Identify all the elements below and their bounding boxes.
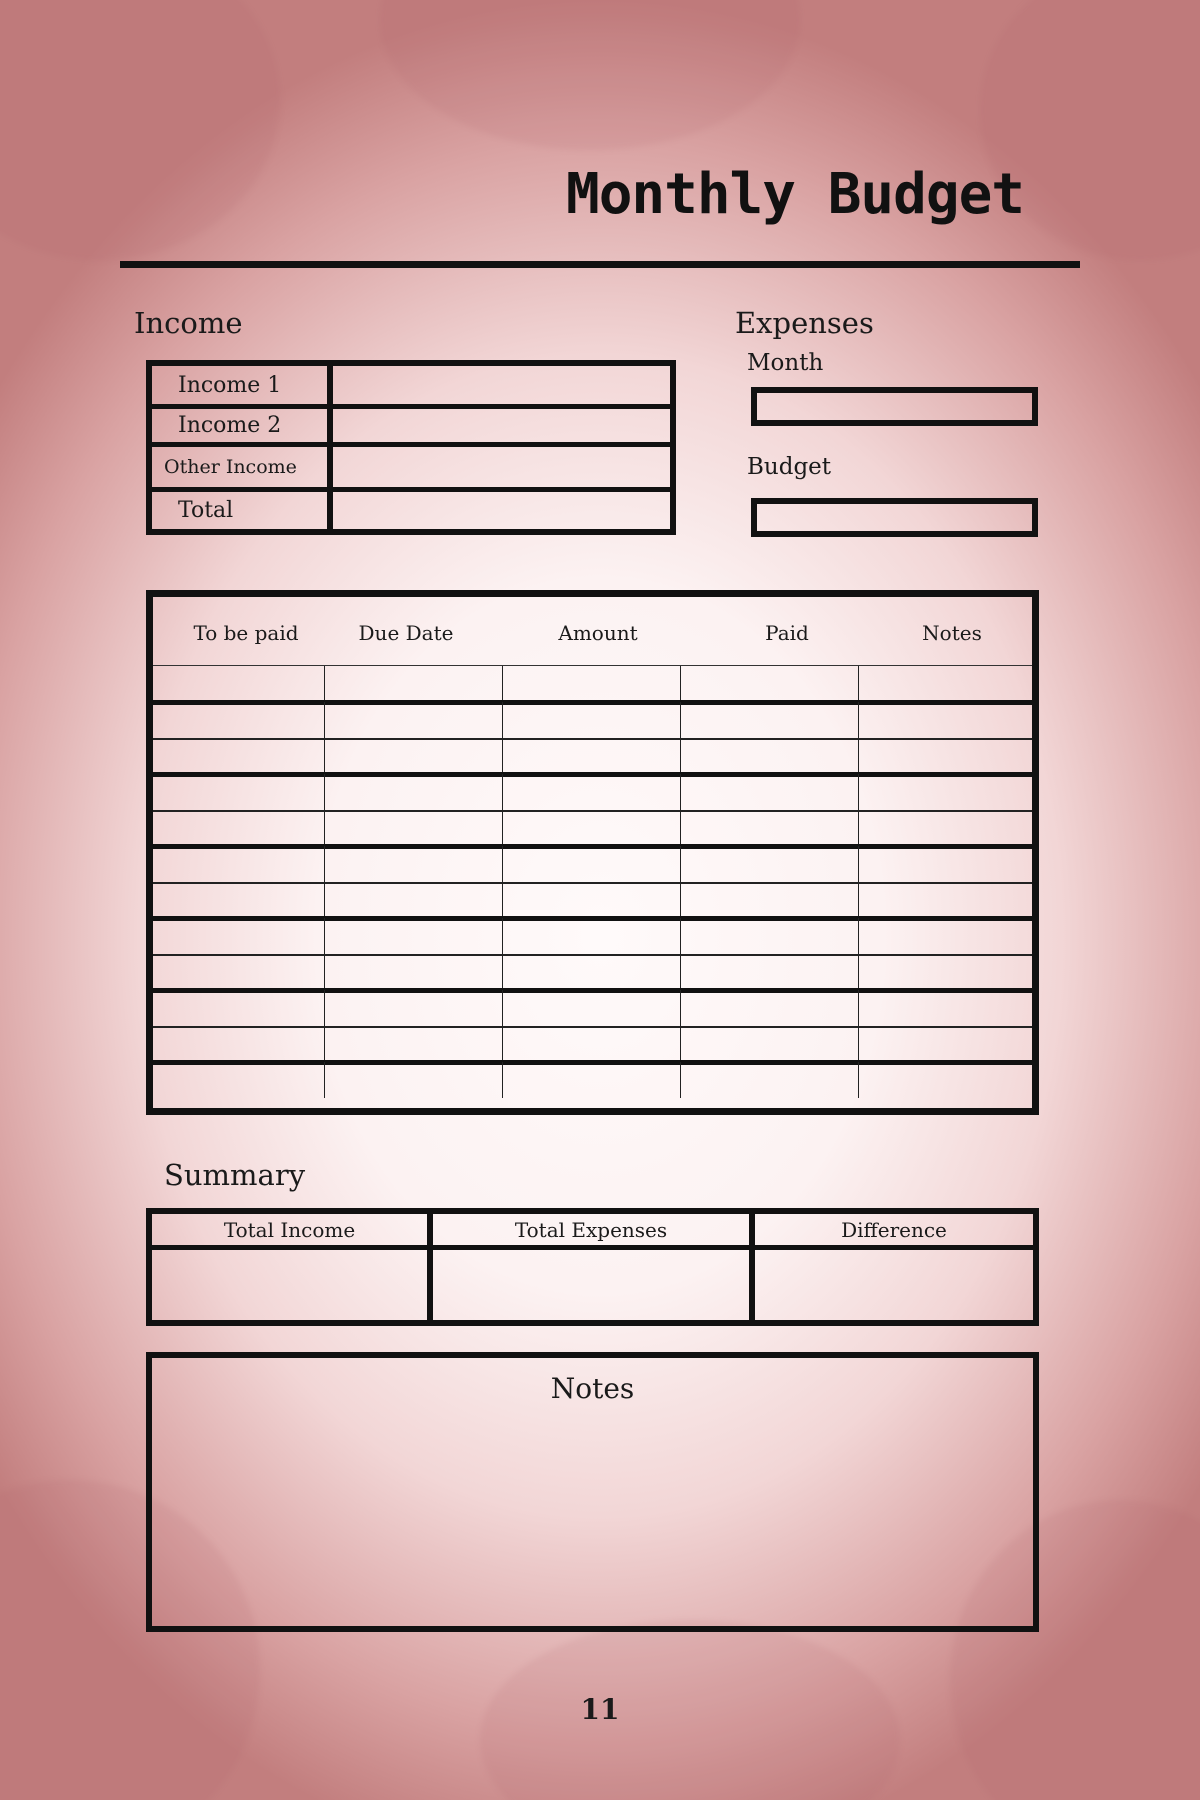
table-cell[interactable] <box>681 1062 859 1098</box>
table-cell[interactable] <box>153 882 325 918</box>
table-cell[interactable] <box>503 990 681 1026</box>
table-cell[interactable] <box>325 738 503 774</box>
table-cell[interactable] <box>503 774 681 810</box>
income-table <box>146 360 676 535</box>
month-label: Month <box>747 350 824 376</box>
table-cell[interactable] <box>153 1062 325 1098</box>
income-2-value-field[interactable] <box>333 409 670 442</box>
table-cell[interactable] <box>681 882 859 918</box>
budget-field[interactable] <box>751 498 1038 537</box>
table-cell[interactable] <box>153 990 325 1026</box>
table-cell[interactable] <box>681 1026 859 1062</box>
income-row-label: Income 1 <box>152 366 333 404</box>
summary-header: Total Expenses <box>433 1214 749 1250</box>
table-cell[interactable] <box>859 810 1032 846</box>
table-cell[interactable] <box>153 1026 325 1062</box>
table-row <box>153 918 1032 954</box>
table-cell[interactable] <box>859 990 1032 1026</box>
background-blob <box>0 0 280 260</box>
table-cell[interactable] <box>681 954 859 990</box>
summary-header: Difference <box>755 1214 1033 1250</box>
column-header-amount: Amount <box>558 621 638 645</box>
difference-field[interactable] <box>755 1250 1033 1320</box>
table-cell[interactable] <box>859 882 1032 918</box>
expenses-table-header <box>153 597 1032 666</box>
table-cell[interactable] <box>153 810 325 846</box>
table-cell[interactable] <box>859 918 1032 954</box>
table-row <box>153 810 1032 846</box>
table-cell[interactable] <box>681 666 859 702</box>
table-cell[interactable] <box>503 810 681 846</box>
table-cell[interactable] <box>503 1062 681 1098</box>
income-row-1 <box>152 366 670 404</box>
table-cell[interactable] <box>859 738 1032 774</box>
summary-column-total-income <box>152 1214 427 1320</box>
table-cell[interactable] <box>153 666 325 702</box>
table-cell[interactable] <box>325 954 503 990</box>
table-cell[interactable] <box>325 918 503 954</box>
table-cell[interactable] <box>859 846 1032 882</box>
table-cell[interactable] <box>325 702 503 738</box>
table-cell[interactable] <box>503 954 681 990</box>
income-1-value-field[interactable] <box>333 366 670 404</box>
table-cell[interactable] <box>153 702 325 738</box>
summary-header: Total Income <box>152 1214 427 1250</box>
table-row <box>153 666 1032 702</box>
table-cell[interactable] <box>681 810 859 846</box>
table-cell[interactable] <box>153 774 325 810</box>
table-cell[interactable] <box>503 918 681 954</box>
notes-box <box>146 1352 1039 1632</box>
table-cell[interactable] <box>681 702 859 738</box>
table-row <box>153 1026 1032 1062</box>
budget-label: Budget <box>747 454 832 480</box>
table-cell[interactable] <box>325 990 503 1026</box>
column-header-to-be-paid: To be paid <box>193 621 299 645</box>
table-cell[interactable] <box>859 1026 1032 1062</box>
income-row-label: Other Income <box>152 447 333 487</box>
income-heading: Income <box>134 306 243 340</box>
income-row-total <box>152 492 670 529</box>
table-row <box>153 846 1032 882</box>
table-row <box>153 954 1032 990</box>
table-cell[interactable] <box>859 666 1032 702</box>
table-cell[interactable] <box>153 954 325 990</box>
summary-column-total-expenses <box>433 1214 749 1320</box>
column-header-paid: Paid <box>765 621 809 645</box>
table-cell[interactable] <box>859 702 1032 738</box>
background-blob <box>380 0 800 150</box>
title-rule <box>120 261 1080 268</box>
table-cell[interactable] <box>325 1026 503 1062</box>
table-cell[interactable] <box>325 1062 503 1098</box>
table-cell[interactable] <box>503 882 681 918</box>
table-cell[interactable] <box>859 1062 1032 1098</box>
table-row <box>153 774 1032 810</box>
table-cell[interactable] <box>325 666 503 702</box>
table-cell[interactable] <box>681 990 859 1026</box>
table-cell[interactable] <box>859 954 1032 990</box>
table-cell[interactable] <box>681 774 859 810</box>
income-total-value-field[interactable] <box>333 492 670 529</box>
table-cell[interactable] <box>503 738 681 774</box>
table-cell[interactable] <box>325 774 503 810</box>
table-row <box>153 1062 1032 1098</box>
table-cell[interactable] <box>681 738 859 774</box>
table-cell[interactable] <box>325 846 503 882</box>
table-row <box>153 990 1032 1026</box>
page-title: Monthly Budget <box>565 162 1024 227</box>
month-field[interactable] <box>751 387 1038 426</box>
income-row-label: Total <box>152 492 333 529</box>
notes-heading: Notes <box>550 1372 635 1405</box>
column-header-notes: Notes <box>922 621 982 645</box>
table-cell[interactable] <box>153 738 325 774</box>
table-cell[interactable] <box>325 882 503 918</box>
notes-area[interactable] <box>162 1418 1023 1616</box>
table-cell[interactable] <box>859 774 1032 810</box>
summary-column-difference <box>755 1214 1033 1320</box>
summary-heading: Summary <box>164 1158 306 1192</box>
table-cell[interactable] <box>503 702 681 738</box>
table-cell[interactable] <box>681 918 859 954</box>
income-row-2 <box>152 409 670 442</box>
table-cell[interactable] <box>153 846 325 882</box>
total-income-field[interactable] <box>152 1250 427 1320</box>
income-row-other <box>152 447 670 487</box>
table-row <box>153 702 1032 738</box>
table-cell[interactable] <box>153 918 325 954</box>
summary-table <box>146 1208 1039 1326</box>
expenses-heading: Expenses <box>735 306 874 340</box>
total-expenses-field[interactable] <box>433 1250 749 1320</box>
table-cell[interactable] <box>503 666 681 702</box>
income-row-label: Income 2 <box>152 409 333 442</box>
table-cell[interactable] <box>503 846 681 882</box>
table-row <box>153 882 1032 918</box>
table-cell[interactable] <box>681 846 859 882</box>
table-cell[interactable] <box>325 810 503 846</box>
page-number: 11 <box>580 1693 620 1726</box>
column-header-due-date: Due Date <box>358 621 454 645</box>
expenses-table <box>146 590 1039 1115</box>
table-cell[interactable] <box>503 1026 681 1062</box>
other-income-value-field[interactable] <box>333 447 670 487</box>
table-row <box>153 738 1032 774</box>
